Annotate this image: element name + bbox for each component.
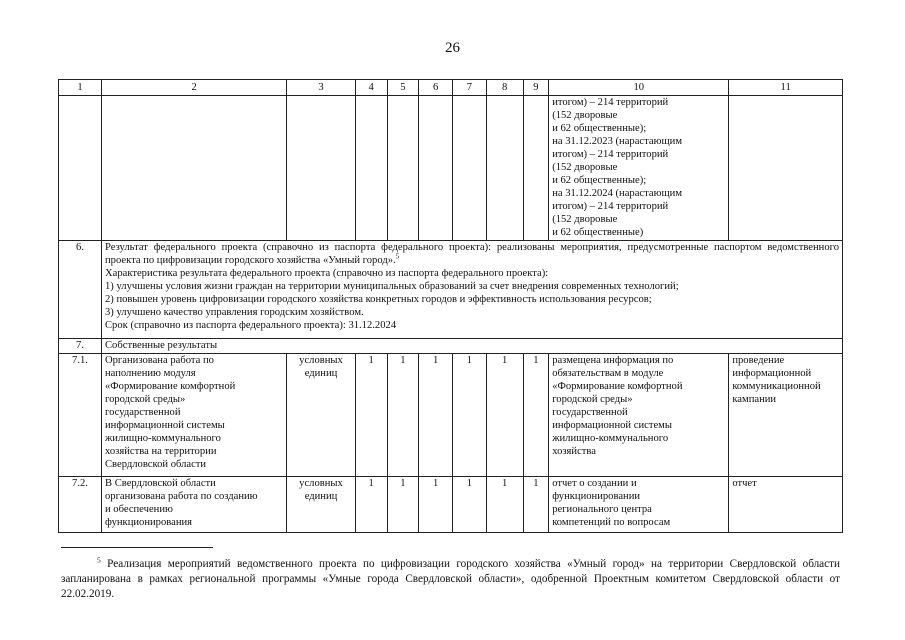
cell-line: (152 дворовые [552, 162, 618, 173]
task-cell [101, 354, 286, 477]
cell-line: регионального центра [552, 504, 652, 515]
value-cell: 1 [486, 354, 523, 477]
indicator-cell [549, 354, 729, 477]
cell-line: функционировании [552, 491, 641, 502]
cell-line: государственной [552, 407, 628, 418]
table-row-7 [59, 339, 843, 354]
cell-line: итогом) – 214 территорий [552, 201, 669, 212]
column-header: 11 [729, 80, 843, 96]
value-cell: 1 [523, 354, 549, 477]
federal-result-text: Результат федерального проекта (справочно из паспорта федерального проекта): реализованы мероприятия, предусмотренные паспортом ведомственного проекта по цифровизации городского хозяйства «Умный город».$^5$ [104, 242, 839, 266]
cell-line: 1) улучшены условия жизни граждан на территории муниципальных образований за счет внедрения современных технологий; [104, 281, 679, 292]
cell-line: единиц [304, 368, 338, 379]
table-row-6 [59, 241, 843, 339]
cell-line: итогом) – 214 территорий [552, 97, 669, 108]
cell-line: итогом) – 214 территорий [552, 149, 669, 160]
value-cell: 1 [387, 477, 419, 533]
cell-line: отчет [732, 478, 757, 489]
row-number: 6. [59, 241, 102, 339]
cell-line: единиц [304, 491, 338, 502]
footnote-text: Реализация мероприятий ведомственного проекта по цифровизации городского хозяйства «Умный город» на территории Свердловской области запланирована в рамках региональной программы «Умные города Свердловской области», одобренной Проектным комитетом Свердловской области от 22.02.2019. [61, 558, 840, 600]
results-table [58, 79, 843, 533]
unit-cell [287, 477, 356, 533]
cell-line: Организована работа по [104, 355, 214, 366]
cell-line: наполнению модуля [104, 368, 196, 379]
cell-line: Срок (справочно из паспорта федерального проекта): 31.12.2024 [104, 320, 397, 331]
value-cell: 1 [419, 354, 453, 477]
cell-line: «Формирование комфортной [552, 381, 683, 392]
column-header: 10 [549, 80, 729, 96]
cell-line: (152 дворовые [552, 214, 618, 225]
indicator-cell [549, 477, 729, 533]
table-row-7-1 [59, 354, 843, 477]
cell-line: функционирования [104, 517, 193, 528]
value-cell: 1 [453, 354, 487, 477]
column-header: 4 [355, 80, 387, 96]
cell-line: «Формирование комфортной [104, 381, 236, 392]
column-header: 9 [523, 80, 549, 96]
table-row-continuation [59, 96, 843, 241]
cell-line: Свердловской области [104, 459, 207, 470]
table-row-7-2 [59, 477, 843, 533]
cell-line: городской среды» [104, 394, 186, 405]
cell-line: на 31.12.2024 (нарастающим [552, 188, 683, 199]
cell-line: информационной системы [552, 420, 672, 431]
unit-cell [287, 354, 356, 477]
row-number: 7. [59, 339, 102, 354]
value-cell: 1 [355, 477, 387, 533]
cell-line: кампании [732, 394, 777, 405]
column-header: 1 [59, 80, 102, 96]
activity-cell [729, 477, 843, 533]
column-header: 6 [419, 80, 453, 96]
footnote-divider [61, 547, 213, 548]
cell-line: компетенций по вопросам [552, 517, 671, 528]
cell-line: отчет о создании и [552, 478, 637, 489]
cell-line: хозяйства на территории [104, 446, 217, 457]
cell-line: и 62 общественные); [552, 175, 647, 186]
task-cell [101, 477, 286, 533]
row-number: 7.1. [59, 354, 102, 477]
table-header-row [59, 80, 843, 96]
cell-line: обязательствам в модуле [552, 368, 664, 379]
cell-line: хозяйства [552, 446, 597, 457]
footnote-mark: 5 [97, 555, 101, 565]
value-cell: 1 [486, 477, 523, 533]
cell-line: информационной системы [104, 420, 225, 431]
indicator-cell [549, 96, 729, 241]
cell-line: на 31.12.2023 (нарастающим [552, 136, 683, 147]
cell-line: 3) улучшено качество управления городским хозяйством. [104, 307, 364, 318]
cell-line: и обеспечению [104, 504, 173, 515]
value-cell: 1 [419, 477, 453, 533]
cell-line: государственной [104, 407, 181, 418]
cell-line: (152 дворовые [552, 110, 618, 121]
cell-line: жилищно-коммунального [552, 433, 669, 444]
cell-line: В Свердловской области [104, 478, 216, 489]
cell-line: условных [299, 355, 343, 366]
column-header: 8 [486, 80, 523, 96]
cell-line: проведение [732, 355, 785, 366]
cell-line: информационной [732, 368, 812, 379]
row-number: 7.2. [59, 477, 102, 533]
cell-line: организована работа по созданию [104, 491, 258, 502]
value-cell: 1 [387, 354, 419, 477]
column-header: 2 [101, 80, 286, 96]
cell-line: коммуникационной [732, 381, 821, 392]
cell-line: жилищно-коммунального [104, 433, 221, 444]
section-title: Собственные результаты [101, 339, 842, 354]
cell-line: размещена информация по [552, 355, 674, 366]
cell-line: условных [299, 478, 343, 489]
cell-line: 2) повышен уровень цифровизации городского хозяйства конкретных городов и эффективность использования ресурсов; [104, 294, 652, 305]
value-cell: 1 [355, 354, 387, 477]
cell-line: и 62 общественные); [552, 123, 647, 134]
federal-result-cell [101, 241, 842, 339]
column-header: 5 [387, 80, 419, 96]
value-cell: 1 [453, 477, 487, 533]
cell-line: и 62 общественные) [552, 227, 644, 238]
column-header: 7 [453, 80, 487, 96]
value-cell: 1 [523, 477, 549, 533]
cell-line: городской среды» [552, 394, 633, 405]
page-number: 26 [445, 40, 460, 56]
cell-line: Характеристика результата федерального проекта (справочно из паспорта федерального проекта): [104, 268, 549, 279]
footnote-ref: 5 [395, 252, 400, 261]
activity-cell [729, 354, 843, 477]
column-header: 3 [287, 80, 356, 96]
footnote [61, 557, 840, 602]
